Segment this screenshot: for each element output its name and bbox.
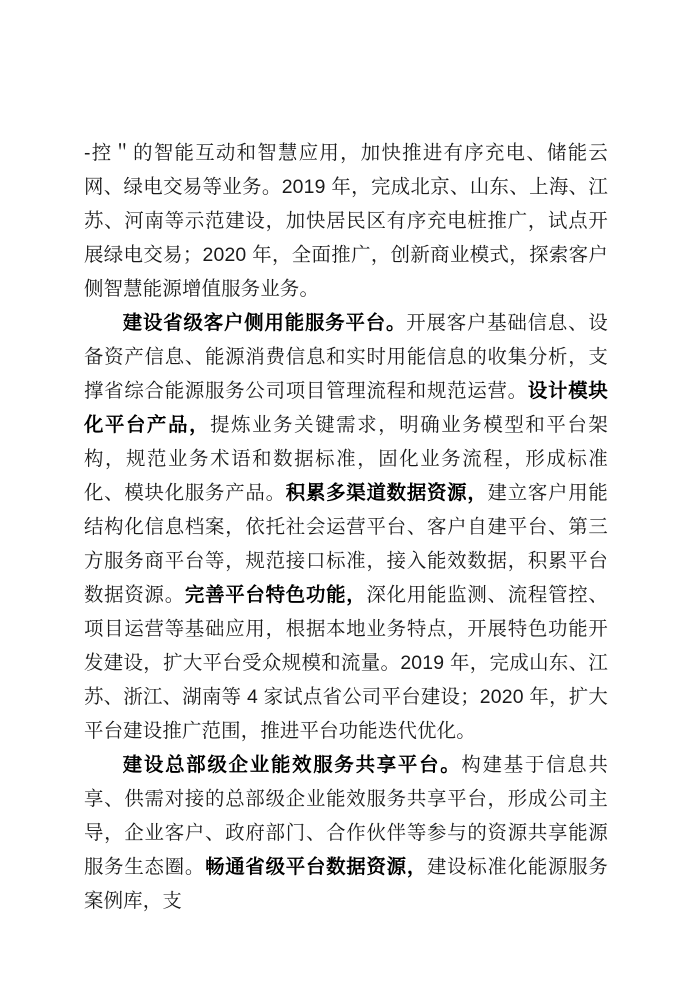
text-segment: -控＂的智能互动和智慧应用，加快推进有序充电、储能云网、绿电交易等业务。2019 年，完成北京、山东、上海、江苏、河南等示范建设，加快居民区有序充电桩推广，试点开展绿电交易；2020 年，全面推广，创新商业模式，探索客户侧智慧能源增值服务业务。 bbox=[84, 142, 608, 300]
paragraph bbox=[84, 306, 608, 748]
paragraph bbox=[84, 748, 608, 918]
bold-text-segment: 建设省级客户侧用能服务平台。 bbox=[122, 312, 407, 334]
bold-text-segment: 设计模块化平台产品， bbox=[84, 380, 608, 436]
bold-text-segment: 积累多渠道数据资源， bbox=[285, 482, 488, 504]
text-segment: 开展客户基础信息、设备资产信息、能源消费信息和实时用能信息的收集分析，支撑省综合能源服务公司项目管理流程和规范运营。 bbox=[84, 312, 609, 402]
text-segment: 建立客户用能结构化信息档案，依托社会运营平台、客户自建平台、第三方服务商平台等，规范接口标准，接入能效数据，积累平台数据资源。 bbox=[84, 482, 609, 606]
text-segment: 建设标准化能源服务案例库，支 bbox=[84, 856, 608, 912]
bold-text-segment: 建设总部级企业能效服务共享平台。 bbox=[122, 754, 462, 776]
text-segment: 提炼业务关键需求，明确业务模型和平台架构，规范业务术语和数据标准，固化业务流程，形成标准化、模块化服务产品。 bbox=[84, 414, 608, 504]
text-segment: 深化用能监测、流程管控、项目运营等基础应用，根据本地业务特点，开展特色功能开发建设，扩大平台受众规模和流量。2019 年，完成山东、江苏、浙江、湖南等 4 家试点省公司平台建设；2020 年，扩大平台建设推广范围，推进平台功能迭代优化。 bbox=[84, 584, 609, 742]
bold-text-segment: 完善平台特色功能， bbox=[184, 584, 367, 606]
bold-text-segment: 畅通省级平台数据资源， bbox=[205, 856, 427, 878]
document-body bbox=[84, 136, 608, 918]
paragraph bbox=[84, 136, 608, 306]
text-segment: 构建基于信息共享、供需对接的总部级企业能效服务共享平台，形成公司主导，企业客户、政府部门、合作伙伴等参与的资源共享能源服务生态圈。 bbox=[84, 754, 608, 878]
